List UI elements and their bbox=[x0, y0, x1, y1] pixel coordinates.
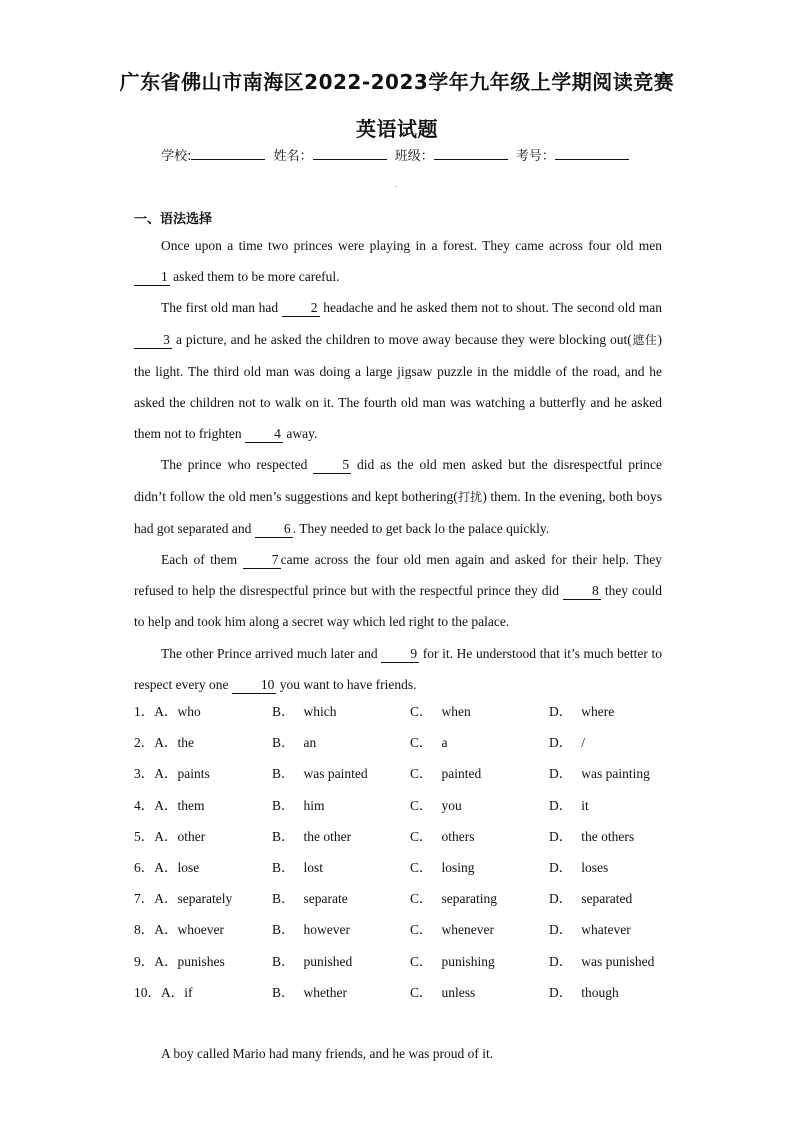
passage-text: The other Prince arrived much later and bbox=[161, 645, 382, 661]
option-text: was painting bbox=[581, 766, 650, 782]
option-a[interactable] bbox=[134, 852, 199, 883]
exam-number-label: 考号： bbox=[515, 149, 555, 164]
option-text: losing bbox=[441, 859, 475, 875]
option-text: unless bbox=[441, 984, 476, 1000]
option-text: who bbox=[177, 704, 201, 719]
option-letter: C． bbox=[410, 797, 433, 813]
option-text: separated bbox=[581, 891, 633, 907]
option-text: whoever bbox=[177, 922, 224, 938]
exam-title-line2: 英语试题 bbox=[356, 117, 438, 141]
option-c[interactable] bbox=[410, 883, 497, 914]
option-text: you bbox=[441, 797, 462, 813]
option-text: other bbox=[177, 828, 206, 844]
option-d[interactable] bbox=[549, 914, 631, 945]
option-text: loses bbox=[581, 859, 609, 875]
option-a[interactable] bbox=[134, 790, 205, 821]
option-letter: B． bbox=[272, 735, 295, 751]
option-text: lost bbox=[303, 859, 324, 875]
option-b[interactable] bbox=[272, 696, 337, 727]
option-b[interactable] bbox=[272, 946, 352, 977]
question-row-5 bbox=[134, 821, 694, 852]
passage-text: asked them to be more careful. bbox=[169, 269, 340, 285]
option-letter: D． bbox=[549, 922, 573, 938]
option-text: a bbox=[441, 735, 448, 751]
option-text: separate bbox=[303, 891, 348, 907]
option-letter: C． bbox=[410, 828, 433, 844]
question-row-6 bbox=[134, 852, 694, 883]
option-text: however bbox=[303, 922, 350, 938]
scan-speck bbox=[395, 186, 397, 187]
option-b[interactable] bbox=[272, 758, 368, 789]
option-text: the other bbox=[303, 828, 352, 844]
option-text: was painted bbox=[303, 766, 368, 782]
blank-2: 2 bbox=[282, 300, 320, 317]
blank-4: 4 bbox=[245, 426, 283, 443]
option-text: punishes bbox=[177, 953, 225, 969]
question-row-4 bbox=[134, 790, 694, 821]
option-text: whether bbox=[303, 984, 347, 1000]
option-letter: C． bbox=[410, 766, 433, 782]
paragraph-2 bbox=[134, 292, 662, 449]
blank-6: 6 bbox=[255, 521, 293, 538]
option-c[interactable] bbox=[410, 977, 475, 1008]
option-letter: B． bbox=[272, 859, 295, 875]
option-letter: D． bbox=[549, 859, 573, 875]
question-number: 10．A． bbox=[134, 984, 185, 1000]
option-text: whenever bbox=[441, 922, 494, 938]
passage-text: you want to have friends. bbox=[276, 676, 417, 692]
option-c[interactable] bbox=[410, 852, 475, 883]
option-a[interactable] bbox=[134, 758, 210, 789]
question-number: 1．A． bbox=[134, 704, 178, 719]
passage-text: they could to help and took him along a secret way which led right to the palace. bbox=[134, 583, 662, 630]
option-text: painted bbox=[441, 766, 482, 782]
option-letter: C． bbox=[410, 984, 433, 1000]
option-letter: C． bbox=[410, 891, 433, 907]
option-d[interactable] bbox=[549, 727, 585, 758]
passage-text: . They needed to get back lo the palace quickly. bbox=[292, 520, 550, 536]
option-c[interactable] bbox=[410, 727, 448, 758]
blank-9: 9 bbox=[381, 646, 419, 663]
option-text: was punished bbox=[581, 953, 655, 969]
exam-title-line1: 广东省佛山市南海区2022-2023学年九年级上学期阅读竞赛 bbox=[119, 70, 675, 94]
option-text: which bbox=[303, 704, 337, 719]
option-a[interactable] bbox=[134, 977, 193, 1008]
blank-8: 8 bbox=[563, 583, 601, 600]
option-text: where bbox=[581, 704, 615, 719]
option-text: punishing bbox=[441, 953, 495, 969]
option-text: separately bbox=[177, 891, 233, 907]
option-letter: B． bbox=[272, 704, 295, 719]
option-text: the bbox=[177, 735, 194, 751]
blank-3: 3 bbox=[134, 332, 172, 349]
option-letter: B． bbox=[272, 953, 295, 969]
option-letter: B． bbox=[272, 891, 295, 907]
option-letter: C． bbox=[410, 735, 433, 751]
option-letter: C． bbox=[410, 953, 433, 969]
option-a[interactable] bbox=[134, 821, 205, 852]
option-a[interactable] bbox=[134, 727, 194, 758]
section-heading: 一、语法选择 bbox=[134, 212, 213, 227]
option-d[interactable] bbox=[549, 946, 654, 977]
option-letter: B． bbox=[272, 828, 295, 844]
option-b[interactable] bbox=[272, 914, 350, 945]
name-blank[interactable] bbox=[313, 146, 387, 160]
question-row-8 bbox=[134, 914, 694, 945]
option-letter: B． bbox=[272, 797, 295, 813]
question-options bbox=[134, 696, 694, 1008]
option-d[interactable] bbox=[549, 821, 634, 852]
option-letter: C． bbox=[410, 704, 433, 719]
question-number: 9．A． bbox=[134, 953, 178, 969]
question-row-10 bbox=[134, 977, 694, 1008]
question-row-2 bbox=[134, 727, 694, 758]
option-text: though bbox=[581, 984, 619, 1000]
school-blank[interactable] bbox=[191, 146, 265, 160]
question-number: 8．A． bbox=[134, 922, 178, 938]
option-letter: C． bbox=[410, 859, 433, 875]
option-d[interactable] bbox=[549, 758, 650, 789]
passage-text: Each of them bbox=[161, 552, 243, 568]
question-number: 3．A． bbox=[134, 766, 178, 782]
option-text: them bbox=[177, 797, 205, 813]
option-letter: D． bbox=[549, 984, 573, 1000]
option-letter: B． bbox=[272, 922, 295, 938]
question-number: 4．A． bbox=[134, 797, 178, 813]
passage bbox=[134, 230, 662, 700]
option-text: whatever bbox=[581, 922, 631, 938]
option-letter: D． bbox=[549, 891, 573, 907]
student-info-line bbox=[0, 145, 794, 164]
option-b[interactable] bbox=[272, 790, 325, 821]
paragraph-5 bbox=[134, 638, 662, 700]
exam-number-blank[interactable] bbox=[555, 146, 629, 160]
option-letter: D． bbox=[549, 766, 573, 782]
passage-text: came across the four old men again and asked for their help. They refused to help the disrespectful prince but with the respectful prince they did bbox=[134, 552, 662, 599]
option-text: / bbox=[581, 735, 586, 751]
option-text: paints bbox=[177, 766, 210, 782]
option-b[interactable] bbox=[272, 852, 323, 883]
option-text: others bbox=[441, 828, 475, 844]
question-number: 2．A． bbox=[134, 735, 178, 751]
option-a[interactable] bbox=[134, 914, 224, 945]
option-b[interactable] bbox=[272, 883, 348, 914]
option-letter: D． bbox=[549, 828, 573, 844]
next-passage-first-line: A boy called Mario had many friends, and he was proud of it. bbox=[161, 1046, 494, 1061]
class-blank[interactable] bbox=[434, 146, 508, 160]
option-text: it bbox=[581, 797, 589, 813]
chinese-gloss: 遮住 bbox=[631, 332, 658, 347]
question-number: 5．A． bbox=[134, 828, 178, 844]
question-number: 6．A． bbox=[134, 859, 178, 875]
question-row-7 bbox=[134, 883, 694, 914]
paragraph-4 bbox=[134, 544, 662, 638]
passage-text: for it. He understood that it’s much better to respect every one bbox=[134, 645, 663, 692]
option-letter: B． bbox=[272, 984, 295, 1000]
blank-1: 1 bbox=[134, 269, 170, 286]
passage-text: ) the light. The third old man was doing a large jigsaw puzzle in the middle of the road, and he asked the children not to walk on it. The fourth old man was watching a butterfly and he asked them not to frighten bbox=[134, 331, 662, 442]
paragraph-3 bbox=[134, 449, 662, 544]
option-b[interactable] bbox=[272, 727, 316, 758]
option-letter: D． bbox=[549, 953, 573, 969]
option-letter: D． bbox=[549, 797, 573, 813]
passage-text: headache and he asked them not to shout. The second old man bbox=[319, 300, 663, 316]
paragraph-1 bbox=[134, 230, 662, 292]
passage-text: a picture, and he asked the children to move away because they were blocking out( bbox=[172, 331, 632, 347]
option-text: lose bbox=[177, 859, 200, 875]
passage-text: away. bbox=[282, 426, 318, 442]
option-c[interactable] bbox=[410, 946, 495, 977]
option-text: separating bbox=[441, 891, 497, 907]
option-a[interactable] bbox=[134, 946, 225, 977]
blank-5: 5 bbox=[313, 457, 351, 474]
option-b[interactable] bbox=[272, 821, 351, 852]
passage-text: Once upon a time two princes were playing in a forest. They came across four old men bbox=[161, 238, 662, 253]
option-c[interactable] bbox=[410, 790, 462, 821]
question-row-9 bbox=[134, 946, 694, 977]
option-d[interactable] bbox=[549, 852, 608, 883]
passage-text: The first old man had bbox=[161, 300, 282, 316]
blank-7: 7 bbox=[243, 552, 281, 569]
option-c[interactable] bbox=[410, 696, 471, 727]
passage-text: did as the old men asked but the disrespectful prince didn’t follow the old men’s suggestions and kept bothering( bbox=[134, 457, 663, 504]
option-text: him bbox=[303, 797, 325, 813]
option-letter: C． bbox=[410, 922, 433, 938]
option-d[interactable] bbox=[549, 883, 632, 914]
class-label: 班级： bbox=[394, 149, 434, 164]
option-c[interactable] bbox=[410, 821, 475, 852]
option-b[interactable] bbox=[272, 977, 347, 1008]
passage-text: The prince who respected bbox=[161, 457, 314, 473]
option-text: punished bbox=[303, 953, 353, 969]
option-text: when bbox=[441, 704, 471, 719]
option-letter: D． bbox=[549, 704, 573, 719]
option-d[interactable] bbox=[549, 790, 589, 821]
question-row-3 bbox=[134, 758, 694, 789]
option-letter: B． bbox=[272, 766, 295, 782]
question-row-1 bbox=[134, 696, 694, 727]
question-number: 7．A． bbox=[134, 891, 178, 907]
option-a[interactable] bbox=[134, 696, 201, 727]
passage-text: ) them. In the evening, both boys had got separated and bbox=[134, 488, 662, 536]
option-d[interactable] bbox=[549, 977, 619, 1008]
name-label: 姓名： bbox=[273, 149, 313, 164]
option-letter: D． bbox=[549, 735, 573, 751]
option-text: an bbox=[303, 735, 317, 751]
option-d[interactable] bbox=[549, 696, 614, 727]
option-c[interactable] bbox=[410, 914, 494, 945]
option-text: if bbox=[184, 984, 193, 1000]
option-a[interactable] bbox=[134, 883, 232, 914]
school-label: 学校: bbox=[161, 149, 192, 164]
blank-10: 10 bbox=[232, 677, 277, 694]
chinese-gloss: 打扰 bbox=[457, 489, 483, 504]
option-c[interactable] bbox=[410, 758, 481, 789]
option-text: the others bbox=[581, 828, 635, 844]
